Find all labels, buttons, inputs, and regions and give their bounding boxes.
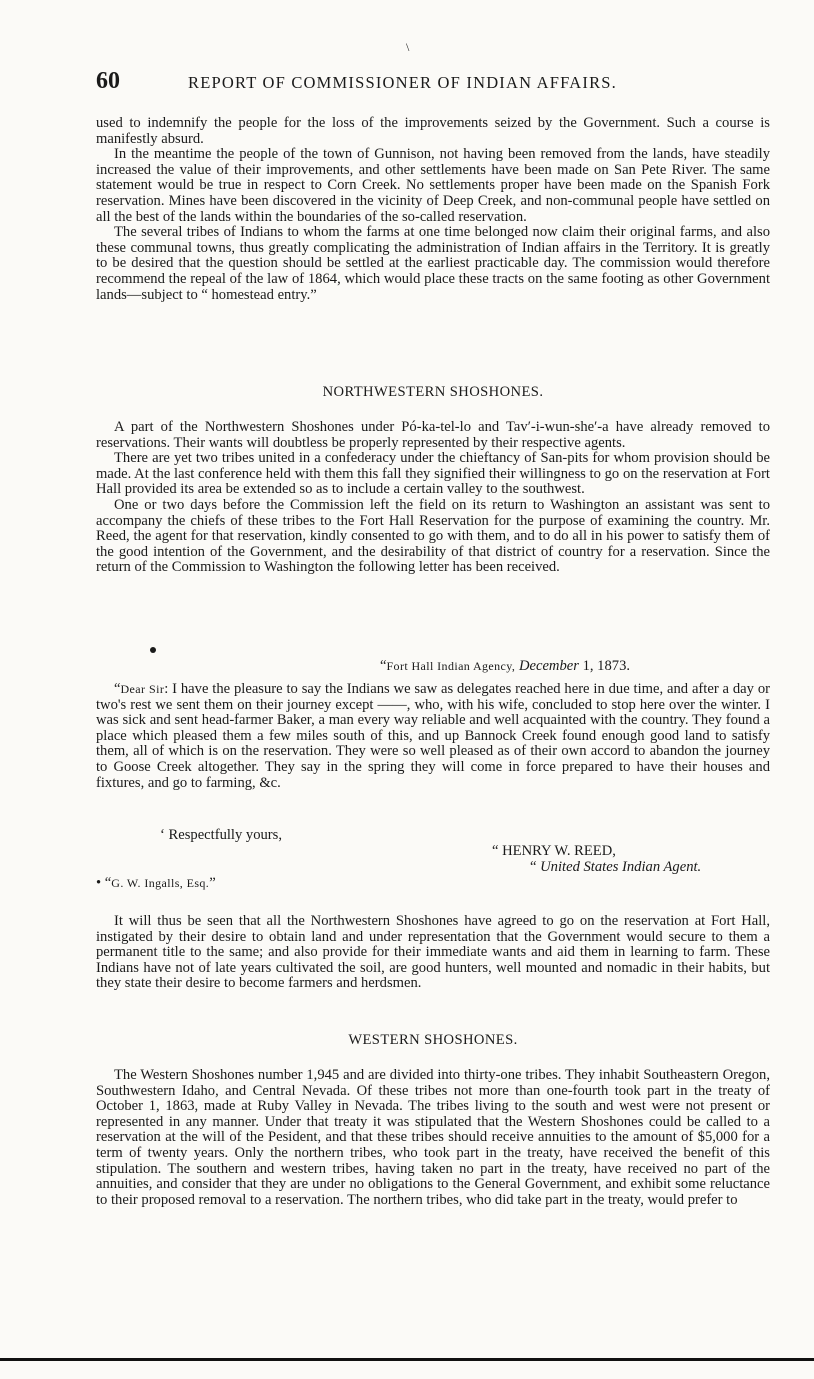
paragraph: There are yet two tribes united in a confederacy under the chieftancy of San-pits for whom provision should be made. At the last conference held with them this fall they signified their willingness to go on the reservation at Fort Hall provided its area be extended so as to include a certain valley to the southwest. (96, 450, 770, 498)
paragraph: The several tribes of Indians to whom the farms at one time belonged now claim their original farms, and also these communal towns, thus greatly complicating the administration of Indian affairs in the Territory. It is greatly to be desired that the question should be settled at the earliest practicable day. The commission would therefore recommend the repeal of the law of 1864, which would place these tracts on the same footing as other Government lands—subject to “ homestead entry.” (96, 224, 770, 303)
letter-signature: “ HENRY W. REED, (492, 843, 616, 859)
dateline-place: Fort Hall Indian Agency, (386, 659, 516, 673)
dateline-day-year: 1, 1873. (582, 658, 631, 674)
paragraph: It will thus be seen that all the Northwestern Shoshones have agreed to go on the reservation at Fort Hall, instigated by their desire to obtain land and under representation that the Government would secure to them a permanent title to the same; and also provide for their immediate wants and aid them in learning to farm. These Indians have not of late years cultivated the soil, are good hunters, well mounted and nomadic in their habits, but they state their desire to become farmers and herdsmen. (96, 913, 770, 992)
bottom-border (0, 1358, 814, 1361)
letter-salutation: Dear Sir (120, 682, 165, 696)
page-mark: \ (406, 40, 410, 54)
section-heading-western: WESTERN SHOSHONES. (348, 1032, 518, 1048)
paragraph: The Western Shoshones number 1,945 and are divided into thirty-one tribes. They inhabit Southeastern Oregon, Southwestern Idaho, and Central Nevada. Of these tribes not more than one-fourth took part in the treaty of October 1, 1863, made at Ruby Valley in Nevada. The tribes living to the south and west were not present or represented in any manner. Under that treaty it was stipulated that the Western Shoshones could be called to a reservation at the will of the Pesident, and that these tribes should receive annuities to the amount of $5,000 for a term of twenty years. Only the northern tribes, who took part in the treaty, have received the benefit of this stipulation. The southern and western tribes, having taken no part in the treaty, have received no part of the annuities, and consider that they are under no obligations to the General Government, and exhibit some reluctance to their proposed removal to a reservation. The northern tribes, who did take part in the treaty, would prefer to (96, 1067, 770, 1208)
conclusion-section (96, 914, 770, 992)
letter-paragraph: “Dear Sir: I have the pleasure to say the Indians we saw as delegates reached here in due time, and after a day or two's rest we sent them on their journey except ——, who, with his wife, concluded to stop here over the winter. I was sick and sent head-farmer Baker, a man every way reliable and well acquainted with the country. They found a place which pleased them a few miles south of this, and up Bannock Creek found enough good land to satisfy them, all of which is on the reservation. They were so well pleased as of their own accord to abandon the journey to Goose Creek altogether. They say in the spring they will come in force prepared to have their houses and fixtures, and go to farming, &c. (96, 681, 770, 791)
paragraph: A part of the Northwestern Shoshones under Pó-ka-tel-lo and Tav′-i-wun-she′-a have already removed to reservations. Their wants will doubtless be properly represented by their respective agents. (96, 419, 770, 451)
signature-title: “ United States Indian Agent. (530, 859, 702, 875)
letter-addressee: • “G. W. Ingalls, Esq.” (96, 875, 216, 891)
print-speck (150, 647, 156, 653)
section-heading-northwestern: NORTHWESTERN SHOSHONES. (322, 384, 544, 400)
letter-body (96, 682, 770, 791)
utah-section (96, 116, 770, 303)
running-title: REPORT OF COMMISSIONER OF INDIAN AFFAIRS. (188, 73, 618, 92)
northwestern-section (96, 420, 770, 576)
dateline-month: December (518, 658, 579, 674)
western-section (96, 1068, 770, 1208)
paragraph: One or two days before the Commission left the field on its return to Washington an assistant was sent to accompany the chiefs of these tribes to the Fort Hall Reservation for the purpose of examining the country. Mr. Reed, the agent for that reservation, kindly consented to go with them, and to do all in his power to satisfy them of the good intention of the Government, and the desirability of that district of country for a reservation. Since the return of the Commission to Washington the following letter has been received. (96, 496, 770, 576)
letter-closing: ‘ Respectfully yours, (160, 827, 282, 843)
page-number: 60 (96, 68, 120, 94)
page-header (96, 68, 776, 98)
paragraph: In the meantime the people of the town of Gunnison, not having been removed from the lands, have steadily increased the value of their improvements, and other settlements have been made on San Pete River. The same statement would be true in respect to Corn Creek. No settlements proper have been made on the Spanish Fork reservation. Mines have been discovered in the vicinity of Deep Creek, and non-communal people have settled on all the best of the lands within the boundaries of the so-called reservation. (96, 146, 770, 225)
paragraph: used to indemnify the people for the loss of the improvements seized by the Government. Such a course is manifestly absurd. (96, 115, 770, 147)
letter-dateline: “Fort Hall Indian Agency, December 1, 1873. (380, 658, 631, 674)
